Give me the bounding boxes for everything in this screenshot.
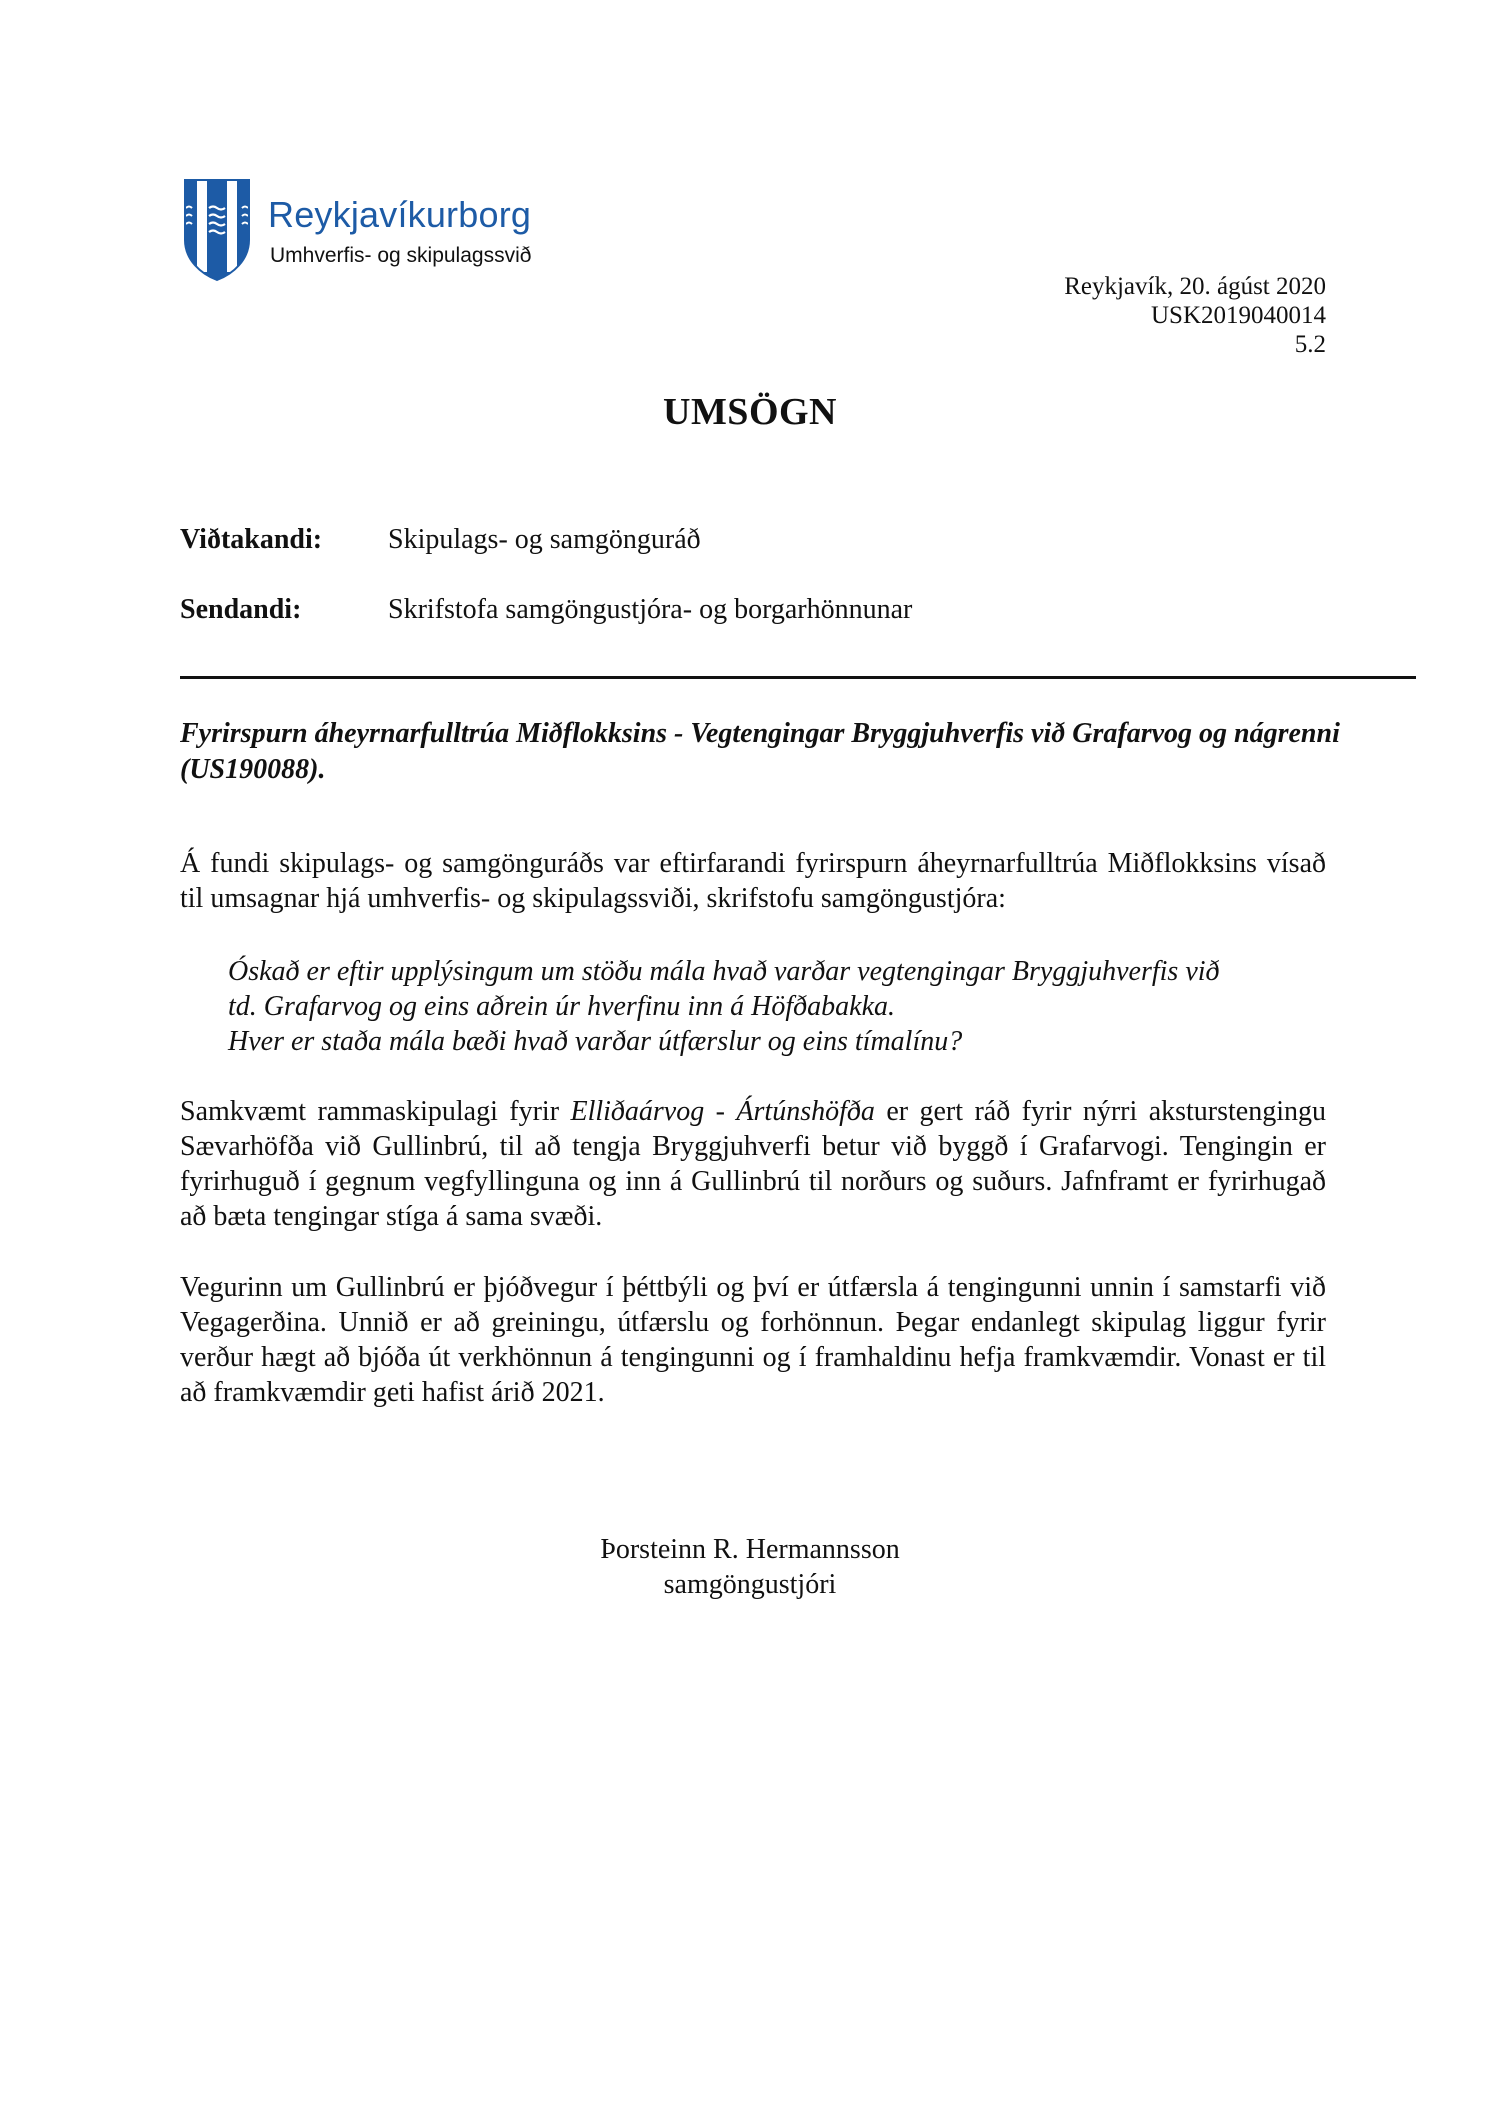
quote-line: td. Grafarvog og eins aðrein úr hverfinu inn á Höfðabakka. bbox=[228, 991, 896, 1022]
signatory-name: Þorsteinn R. Hermannsson bbox=[600, 1534, 900, 1565]
sender-label: Sendandi: bbox=[180, 594, 302, 625]
recipient-label: Viðtakandi: bbox=[180, 524, 323, 555]
paragraph-text: er gert ráð fyrir nýrri aksturstengingu Sævarhöfða við Gullinbrú, til að tengja Bryggjuhverfi betur við byggð í Grafarvogi. Tengingin er fyrirhuguð í gegnum vegfyllinguna og inn á Gullinbrú til norðurs og suðurs. Jafnframt er fyrirhugað að bæta tengingar stíga á sama svæði. bbox=[180, 1096, 1327, 1232]
signatory-role: samgöngustjóri bbox=[663, 1569, 837, 1600]
case-number: USK2019040014 bbox=[1150, 302, 1326, 329]
paragraph-text: Samkvæmt rammaskipulagi fyrir bbox=[180, 1096, 571, 1127]
department-name: Umhverfis- og skipulagssvið bbox=[270, 244, 532, 267]
intro-paragraph: Á fundi skipulags- og samgönguráðs var eftirfarandi fyrirspurn áheyrnarfulltrúa Miðflokksins vísað til umsagnar hjá umhverfis- og skipulagssviði, skrifstofu samgöngustjóra: bbox=[180, 848, 1326, 914]
divider bbox=[180, 676, 1416, 679]
quote-line: Óskað er eftir upplýsingum um stöðu mála hvað varðar vegtengingar Bryggjuhverfis við bbox=[228, 956, 1220, 987]
reykjavik-coat-of-arms-icon bbox=[183, 178, 251, 282]
framework-plan-paragraph bbox=[180, 1094, 1326, 1234]
recipient-value: Skipulags- og samgönguráð bbox=[388, 524, 701, 555]
plan-area-name: Elliðaárvog - Ártúnshöfða bbox=[570, 1096, 875, 1127]
document-title: UMSÖGN bbox=[663, 391, 837, 433]
signature-block bbox=[0, 1532, 1500, 1602]
road-paragraph: Vegurinn um Gullinbrú er þjóðvegur í þéttbýli og því er útfærsla á tengingunni unnin í samstarfi við Vegagerðina. Unnið er að greiningu, útfærslu og forhönnun. Þegar endanlegt skipulag liggur fyrir verður hægt að bjóða út verkhönnun á tengingunni og í framhaldinu hefja framkvæmdir. Vonast er til að framkvæmdir geti hafist árið 2021. bbox=[180, 1272, 1326, 1408]
place-date: Reykjavík, 20. ágúst 2020 bbox=[1064, 273, 1326, 300]
sender-value: Skrifstofa samgöngustjóra- og borgarhönnunar bbox=[388, 594, 913, 625]
document-meta bbox=[1064, 272, 1326, 359]
quoted-question bbox=[228, 954, 1326, 1059]
subject-heading: Fyrirspurn áheyrnarfulltrúa Miðflokksins - Vegtengingar Bryggjuhverfis við Grafarvog og nágrenni (US190088). bbox=[180, 718, 1340, 785]
organization-name: Reykjavíkurborg bbox=[268, 194, 532, 235]
quote-line: Hver er staða mála bæði hvað varðar útfærslur og eins tímalínu? bbox=[228, 1026, 963, 1057]
item-number: 5.2 bbox=[1294, 331, 1326, 358]
